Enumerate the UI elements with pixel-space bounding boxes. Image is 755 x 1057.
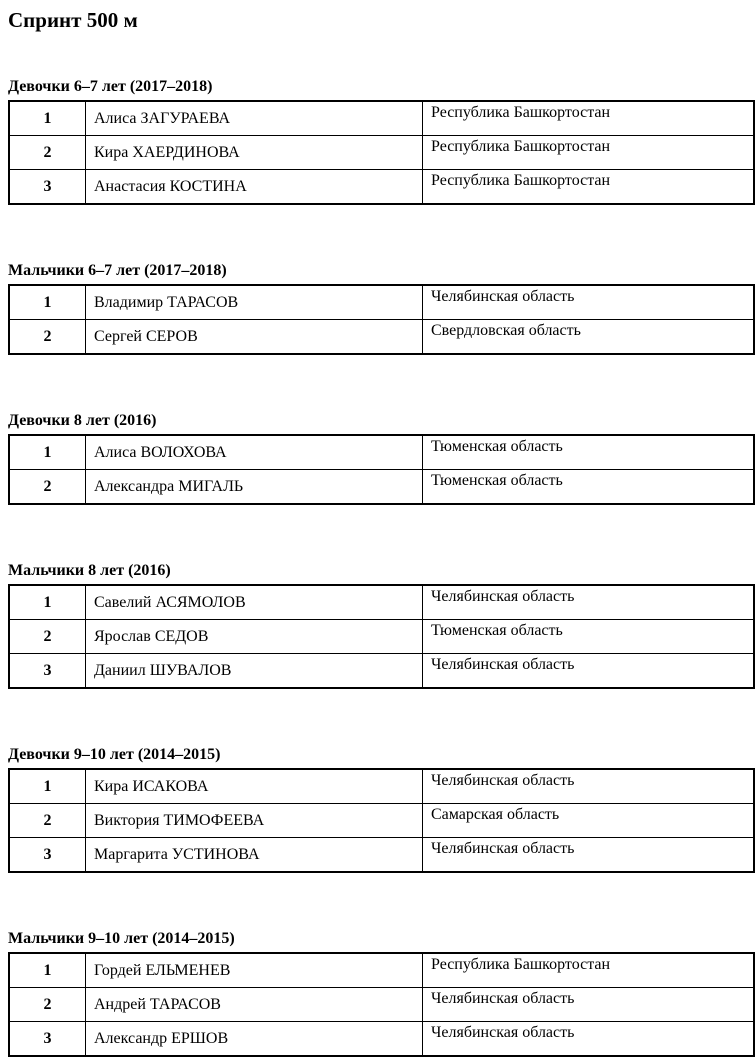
athlete-name-cell: Даниил ШУВАЛОВ <box>86 654 423 689</box>
table-row <box>9 988 754 1022</box>
section-heading: Девочки 8 лет (2016) <box>8 412 157 429</box>
table-row <box>9 136 754 170</box>
sections-container <box>8 77 745 1057</box>
athlete-name-cell: Александра МИГАЛЬ <box>86 470 423 505</box>
place-cell: 1 <box>9 435 86 470</box>
results-table-body <box>9 435 754 504</box>
region-cell: Челябинская область <box>423 988 755 1022</box>
region-cell: Челябинская область <box>423 838 755 873</box>
region-cell: Самарская область <box>423 804 755 838</box>
result-section <box>8 77 745 205</box>
table-row <box>9 1022 754 1057</box>
results-table <box>8 434 755 505</box>
result-section <box>8 411 745 505</box>
place-cell: 2 <box>9 620 86 654</box>
table-row <box>9 435 754 470</box>
athlete-name-cell: Анастасия КОСТИНА <box>86 170 423 205</box>
region-cell: Челябинская область <box>423 585 755 620</box>
place-cell: 2 <box>9 470 86 505</box>
table-row <box>9 838 754 873</box>
athlete-name-cell: Савелий АСЯМОЛОВ <box>86 585 423 620</box>
page-title: Спринт 500 м <box>8 8 138 32</box>
table-row <box>9 470 754 505</box>
place-cell: 3 <box>9 838 86 873</box>
region-cell: Республика Башкортостан <box>423 136 755 170</box>
place-cell: 2 <box>9 136 86 170</box>
region-cell: Свердловская область <box>423 320 755 355</box>
section-heading: Мальчики 9–10 лет (2014–2015) <box>8 930 235 947</box>
place-cell: 2 <box>9 320 86 355</box>
athlete-name-cell: Алиса ВОЛОХОВА <box>86 435 423 470</box>
table-row <box>9 170 754 205</box>
place-cell: 3 <box>9 654 86 689</box>
result-section <box>8 745 745 873</box>
athlete-name-cell: Александр ЕРШОВ <box>86 1022 423 1057</box>
results-table-body <box>9 769 754 872</box>
results-table <box>8 768 755 873</box>
region-cell: Челябинская область <box>423 285 755 320</box>
region-cell: Республика Башкортостан <box>423 170 755 205</box>
region-cell: Республика Башкортостан <box>423 101 755 136</box>
place-cell: 1 <box>9 585 86 620</box>
table-row <box>9 101 754 136</box>
results-table-body <box>9 953 754 1056</box>
athlete-name-cell: Гордей ЕЛЬМЕНЕВ <box>86 953 423 988</box>
results-table <box>8 100 755 205</box>
table-row <box>9 320 754 355</box>
region-cell: Тюменская область <box>423 620 755 654</box>
region-cell: Челябинская область <box>423 769 755 804</box>
results-table-body <box>9 101 754 204</box>
place-cell: 1 <box>9 769 86 804</box>
place-cell: 1 <box>9 953 86 988</box>
table-row <box>9 620 754 654</box>
athlete-name-cell: Алиса ЗАГУРАЕВА <box>86 101 423 136</box>
place-cell: 2 <box>9 804 86 838</box>
athlete-name-cell: Ярослав СЕДОВ <box>86 620 423 654</box>
table-row <box>9 804 754 838</box>
table-row <box>9 654 754 689</box>
section-heading: Мальчики 8 лет (2016) <box>8 562 171 579</box>
result-section <box>8 261 745 355</box>
place-cell: 1 <box>9 285 86 320</box>
region-cell: Тюменская область <box>423 470 755 505</box>
results-table-body <box>9 285 754 354</box>
section-heading: Мальчики 6–7 лет (2017–2018) <box>8 262 227 279</box>
athlete-name-cell: Кира ИСАКОВА <box>86 769 423 804</box>
place-cell: 3 <box>9 1022 86 1057</box>
place-cell: 2 <box>9 988 86 1022</box>
results-table-body <box>9 585 754 688</box>
results-table <box>8 584 755 689</box>
table-row <box>9 953 754 988</box>
athlete-name-cell: Кира ХАЕРДИНОВА <box>86 136 423 170</box>
section-heading: Девочки 6–7 лет (2017–2018) <box>8 78 213 95</box>
table-row <box>9 769 754 804</box>
athlete-name-cell: Виктория ТИМОФЕЕВА <box>86 804 423 838</box>
athlete-name-cell: Маргарита УСТИНОВА <box>86 838 423 873</box>
result-section <box>8 929 745 1057</box>
results-table <box>8 284 755 355</box>
athlete-name-cell: Владимир ТАРАСОВ <box>86 285 423 320</box>
region-cell: Тюменская область <box>423 435 755 470</box>
table-row <box>9 585 754 620</box>
region-cell: Челябинская область <box>423 654 755 689</box>
athlete-name-cell: Андрей ТАРАСОВ <box>86 988 423 1022</box>
region-cell: Республика Башкортостан <box>423 953 755 988</box>
section-heading: Девочки 9–10 лет (2014–2015) <box>8 746 221 763</box>
athlete-name-cell: Сергей СЕРОВ <box>86 320 423 355</box>
place-cell: 3 <box>9 170 86 205</box>
table-row <box>9 285 754 320</box>
result-section <box>8 561 745 689</box>
place-cell: 1 <box>9 101 86 136</box>
region-cell: Челябинская область <box>423 1022 755 1057</box>
results-table <box>8 952 755 1057</box>
